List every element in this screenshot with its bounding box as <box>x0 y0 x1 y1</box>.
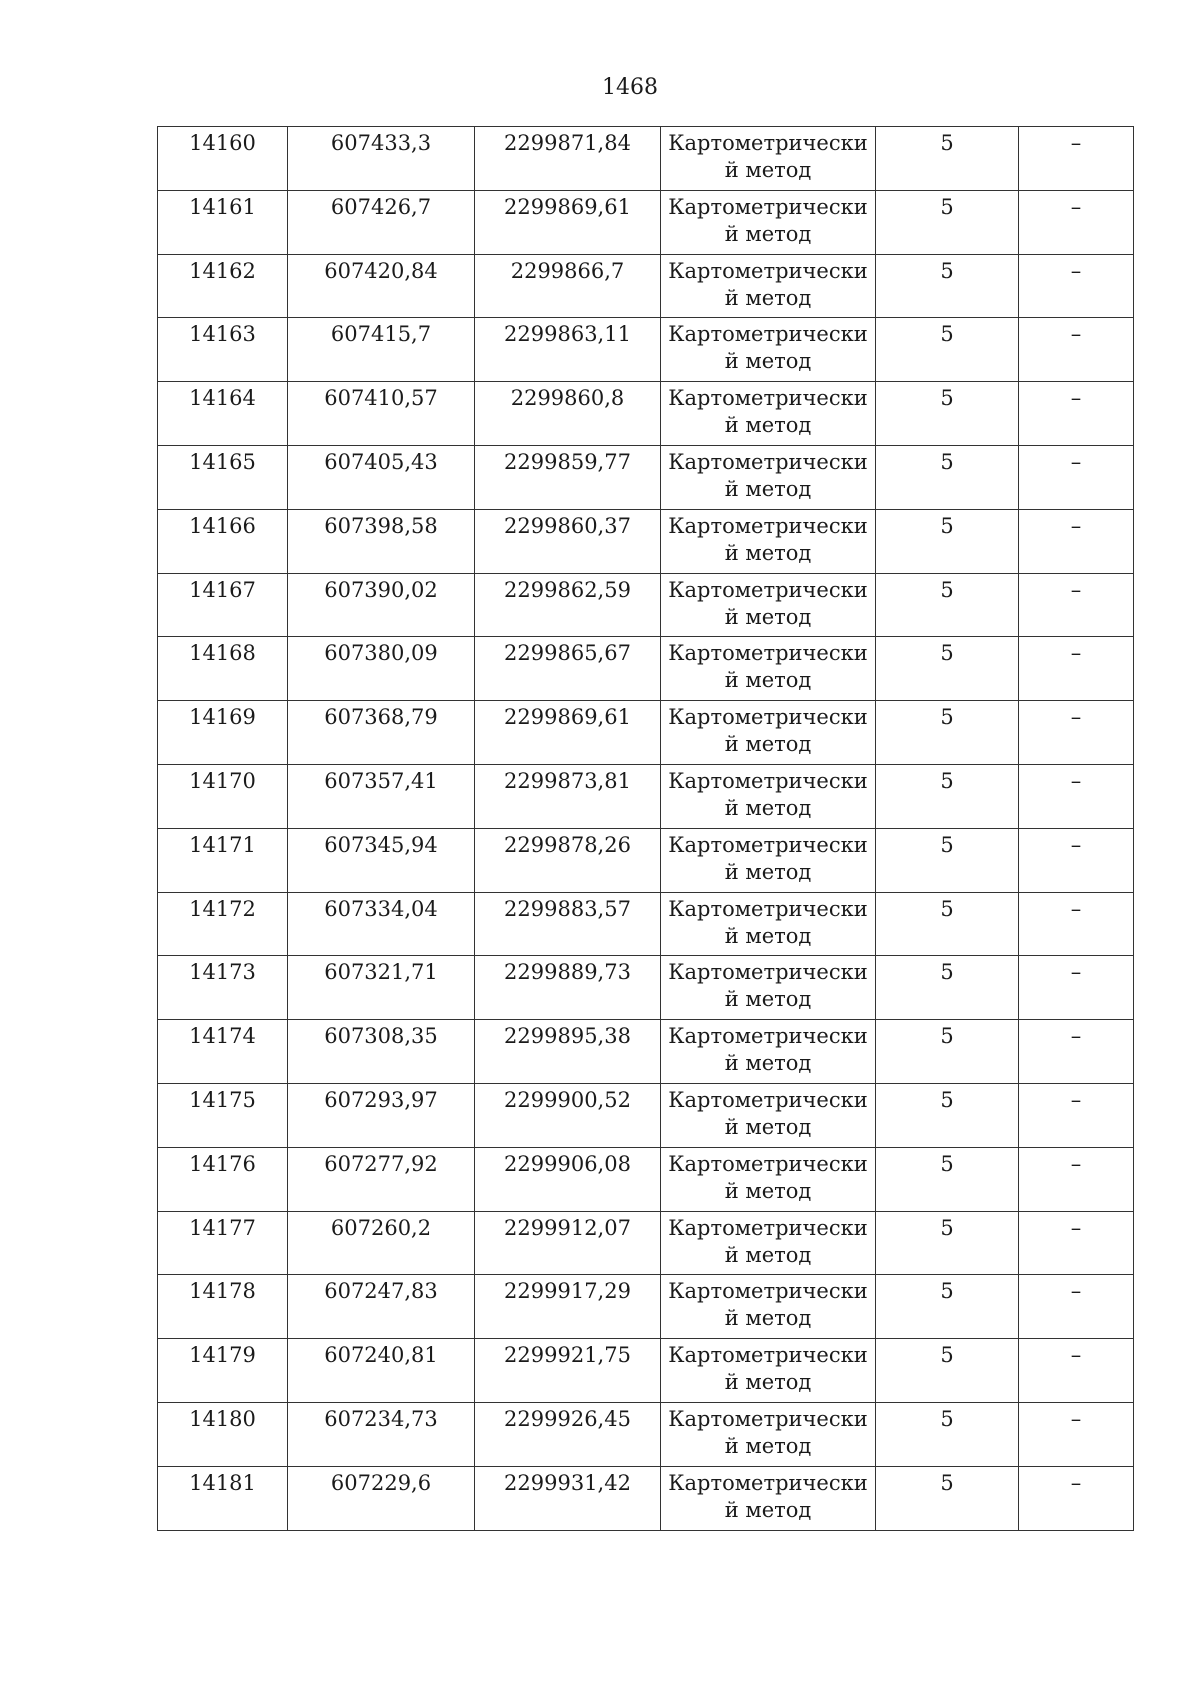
method-line-1: Картометрически <box>668 1087 868 1112</box>
point-number-cell: 14174 <box>158 1020 288 1084</box>
y-coordinate-cell: 2299866,7 <box>475 254 661 318</box>
x-coordinate-cell: 607240,81 <box>288 1339 475 1403</box>
accuracy-cell: 5 <box>876 764 1019 828</box>
accuracy-cell: 5 <box>876 127 1019 191</box>
method-line-1: Картометрически <box>668 1024 868 1049</box>
accuracy-cell: 5 <box>876 190 1019 254</box>
method-cell <box>661 254 876 318</box>
note-cell: – <box>1019 1020 1134 1084</box>
accuracy-cell: 5 <box>876 1211 1019 1275</box>
method-line-2: й метод <box>724 1497 812 1522</box>
method-line-1: Картометрически <box>668 1343 868 1368</box>
method-line-2: й метод <box>724 413 812 438</box>
note-cell: – <box>1019 190 1134 254</box>
accuracy-cell: 5 <box>876 382 1019 446</box>
note-cell: – <box>1019 1147 1134 1211</box>
x-coordinate-cell: 607308,35 <box>288 1020 475 1084</box>
note-cell: – <box>1019 828 1134 892</box>
note-cell: – <box>1019 127 1134 191</box>
method-line-1: Картометрически <box>668 960 868 985</box>
point-number-cell: 14176 <box>158 1147 288 1211</box>
table-row <box>158 509 1134 573</box>
y-coordinate-cell: 2299859,77 <box>475 445 661 509</box>
method-cell <box>661 828 876 892</box>
method-line-2: й метод <box>724 859 812 884</box>
method-cell <box>661 701 876 765</box>
point-number-cell: 14164 <box>158 382 288 446</box>
point-number-cell: 14179 <box>158 1339 288 1403</box>
table-row <box>158 573 1134 637</box>
method-line-1: Картометрически <box>668 386 868 411</box>
table-row <box>158 637 1134 701</box>
x-coordinate-cell: 607277,92 <box>288 1147 475 1211</box>
method-line-2: й метод <box>724 1051 812 1076</box>
point-number-cell: 14162 <box>158 254 288 318</box>
method-cell <box>661 1339 876 1403</box>
accuracy-cell: 5 <box>876 1466 1019 1530</box>
table-row <box>158 1275 1134 1339</box>
method-line-2: й метод <box>724 1370 812 1395</box>
method-cell <box>661 318 876 382</box>
note-cell: – <box>1019 1339 1134 1403</box>
point-number-cell: 14171 <box>158 828 288 892</box>
point-number-cell: 14172 <box>158 892 288 956</box>
table-row <box>158 956 1134 1020</box>
accuracy-cell: 5 <box>876 509 1019 573</box>
method-line-1: Картометрически <box>668 513 868 538</box>
note-cell: – <box>1019 509 1134 573</box>
point-number-cell: 14166 <box>158 509 288 573</box>
y-coordinate-cell: 2299873,81 <box>475 764 661 828</box>
method-line-1: Картометрически <box>668 1279 868 1304</box>
accuracy-cell: 5 <box>876 637 1019 701</box>
note-cell: – <box>1019 1083 1134 1147</box>
y-coordinate-cell: 2299883,57 <box>475 892 661 956</box>
method-line-2: й метод <box>724 1242 812 1267</box>
method-line-1: Картометрически <box>668 768 868 793</box>
method-line-1: Картометрически <box>668 194 868 219</box>
method-line-1: Картометрически <box>668 577 868 602</box>
note-cell: – <box>1019 382 1134 446</box>
note-cell: – <box>1019 318 1134 382</box>
y-coordinate-cell: 2299869,61 <box>475 190 661 254</box>
x-coordinate-cell: 607293,97 <box>288 1083 475 1147</box>
x-coordinate-cell: 607426,7 <box>288 190 475 254</box>
method-cell <box>661 1020 876 1084</box>
x-coordinate-cell: 607357,41 <box>288 764 475 828</box>
note-cell: – <box>1019 892 1134 956</box>
method-cell <box>661 637 876 701</box>
accuracy-cell: 5 <box>876 892 1019 956</box>
method-line-1: Картометрически <box>668 131 868 155</box>
point-number-cell: 14165 <box>158 445 288 509</box>
accuracy-cell: 5 <box>876 1275 1019 1339</box>
x-coordinate-cell: 607260,2 <box>288 1211 475 1275</box>
method-line-2: й метод <box>724 1178 812 1203</box>
method-line-2: й метод <box>724 349 812 374</box>
table-row <box>158 828 1134 892</box>
method-cell <box>661 190 876 254</box>
accuracy-cell: 5 <box>876 1083 1019 1147</box>
method-cell <box>661 509 876 573</box>
point-number-cell: 14160 <box>158 127 288 191</box>
method-cell <box>661 1147 876 1211</box>
x-coordinate-cell: 607390,02 <box>288 573 475 637</box>
note-cell: – <box>1019 1275 1134 1339</box>
point-number-cell: 14177 <box>158 1211 288 1275</box>
method-cell <box>661 956 876 1020</box>
y-coordinate-cell: 2299860,37 <box>475 509 661 573</box>
note-cell: – <box>1019 1211 1134 1275</box>
method-cell <box>661 1402 876 1466</box>
method-line-2: й метод <box>724 795 812 820</box>
table-row <box>158 1466 1134 1530</box>
coordinates-table <box>157 126 1134 1531</box>
table-row <box>158 764 1134 828</box>
accuracy-cell: 5 <box>876 956 1019 1020</box>
method-line-2: й метод <box>724 987 812 1012</box>
table-row <box>158 382 1134 446</box>
y-coordinate-cell: 2299931,42 <box>475 1466 661 1530</box>
method-line-1: Картометрически <box>668 1406 868 1431</box>
table-row <box>158 127 1134 191</box>
point-number-cell: 14170 <box>158 764 288 828</box>
table-row <box>158 1020 1134 1084</box>
method-line-1: Картометрически <box>668 1215 868 1240</box>
point-number-cell: 14180 <box>158 1402 288 1466</box>
accuracy-cell: 5 <box>876 445 1019 509</box>
y-coordinate-cell: 2299869,61 <box>475 701 661 765</box>
method-line-1: Картометрически <box>668 322 868 347</box>
method-line-2: й метод <box>724 732 812 757</box>
x-coordinate-cell: 607433,3 <box>288 127 475 191</box>
x-coordinate-cell: 607345,94 <box>288 828 475 892</box>
y-coordinate-cell: 2299865,67 <box>475 637 661 701</box>
method-line-2: й метод <box>724 604 812 629</box>
note-cell: – <box>1019 956 1134 1020</box>
note-cell: – <box>1019 701 1134 765</box>
accuracy-cell: 5 <box>876 1147 1019 1211</box>
note-cell: – <box>1019 1466 1134 1530</box>
method-cell <box>661 1275 876 1339</box>
method-cell <box>661 1083 876 1147</box>
point-number-cell: 14175 <box>158 1083 288 1147</box>
table-row <box>158 1147 1134 1211</box>
note-cell: – <box>1019 637 1134 701</box>
method-line-1: Картометрически <box>668 705 868 730</box>
point-number-cell: 14169 <box>158 701 288 765</box>
method-line-2: й метод <box>724 1306 812 1331</box>
method-line-1: Картометрически <box>668 641 868 666</box>
x-coordinate-cell: 607229,6 <box>288 1466 475 1530</box>
table-row <box>158 445 1134 509</box>
x-coordinate-cell: 607398,58 <box>288 509 475 573</box>
y-coordinate-cell: 2299906,08 <box>475 1147 661 1211</box>
method-line-1: Картометрически <box>668 832 868 857</box>
table-row <box>158 892 1134 956</box>
point-number-cell: 14178 <box>158 1275 288 1339</box>
accuracy-cell: 5 <box>876 1402 1019 1466</box>
x-coordinate-cell: 607380,09 <box>288 637 475 701</box>
table-row <box>158 254 1134 318</box>
table-row <box>158 1339 1134 1403</box>
accuracy-cell: 5 <box>876 701 1019 765</box>
y-coordinate-cell: 2299900,52 <box>475 1083 661 1147</box>
method-cell <box>661 127 876 191</box>
y-coordinate-cell: 2299921,75 <box>475 1339 661 1403</box>
x-coordinate-cell: 607415,7 <box>288 318 475 382</box>
x-coordinate-cell: 607368,79 <box>288 701 475 765</box>
note-cell: – <box>1019 1402 1134 1466</box>
method-line-2: й метод <box>724 1433 812 1458</box>
table-row <box>158 1083 1134 1147</box>
y-coordinate-cell: 2299860,8 <box>475 382 661 446</box>
method-line-1: Картометрически <box>668 1151 868 1176</box>
method-line-1: Картометрически <box>668 896 868 921</box>
note-cell: – <box>1019 573 1134 637</box>
y-coordinate-cell: 2299895,38 <box>475 1020 661 1084</box>
x-coordinate-cell: 607234,73 <box>288 1402 475 1466</box>
y-coordinate-cell: 2299926,45 <box>475 1402 661 1466</box>
method-line-2: й метод <box>724 668 812 693</box>
method-line-2: й метод <box>724 158 812 182</box>
method-line-2: й метод <box>724 1114 812 1139</box>
method-cell <box>661 573 876 637</box>
method-line-2: й метод <box>724 540 812 565</box>
method-cell <box>661 445 876 509</box>
page-number: 1468 <box>602 75 658 100</box>
method-line-1: Картометрически <box>668 1470 868 1495</box>
x-coordinate-cell: 607247,83 <box>288 1275 475 1339</box>
method-line-2: й метод <box>724 221 812 246</box>
y-coordinate-cell: 2299878,26 <box>475 828 661 892</box>
table-row <box>158 701 1134 765</box>
point-number-cell: 14173 <box>158 956 288 1020</box>
note-cell: – <box>1019 764 1134 828</box>
table-row <box>158 1211 1134 1275</box>
point-number-cell: 14181 <box>158 1466 288 1530</box>
y-coordinate-cell: 2299862,59 <box>475 573 661 637</box>
table-row <box>158 1402 1134 1466</box>
y-coordinate-cell: 2299871,84 <box>475 127 661 191</box>
method-cell <box>661 382 876 446</box>
point-number-cell: 14163 <box>158 318 288 382</box>
method-line-2: й метод <box>724 923 812 948</box>
method-line-2: й метод <box>724 476 812 501</box>
method-cell <box>661 1466 876 1530</box>
point-number-cell: 14168 <box>158 637 288 701</box>
method-line-1: Картометрически <box>668 449 868 474</box>
accuracy-cell: 5 <box>876 828 1019 892</box>
x-coordinate-cell: 607321,71 <box>288 956 475 1020</box>
accuracy-cell: 5 <box>876 1339 1019 1403</box>
method-cell <box>661 764 876 828</box>
accuracy-cell: 5 <box>876 254 1019 318</box>
method-cell <box>661 1211 876 1275</box>
x-coordinate-cell: 607334,04 <box>288 892 475 956</box>
coordinates-table-body <box>158 127 1134 1531</box>
x-coordinate-cell: 607405,43 <box>288 445 475 509</box>
y-coordinate-cell: 2299863,11 <box>475 318 661 382</box>
method-cell <box>661 892 876 956</box>
accuracy-cell: 5 <box>876 318 1019 382</box>
y-coordinate-cell: 2299889,73 <box>475 956 661 1020</box>
accuracy-cell: 5 <box>876 573 1019 637</box>
note-cell: – <box>1019 445 1134 509</box>
method-line-1: Картометрически <box>668 258 868 283</box>
y-coordinate-cell: 2299912,07 <box>475 1211 661 1275</box>
note-cell: – <box>1019 254 1134 318</box>
table-row <box>158 318 1134 382</box>
accuracy-cell: 5 <box>876 1020 1019 1084</box>
point-number-cell: 14161 <box>158 190 288 254</box>
y-coordinate-cell: 2299917,29 <box>475 1275 661 1339</box>
point-number-cell: 14167 <box>158 573 288 637</box>
table-row <box>158 190 1134 254</box>
x-coordinate-cell: 607420,84 <box>288 254 475 318</box>
x-coordinate-cell: 607410,57 <box>288 382 475 446</box>
method-line-2: й метод <box>724 285 812 310</box>
